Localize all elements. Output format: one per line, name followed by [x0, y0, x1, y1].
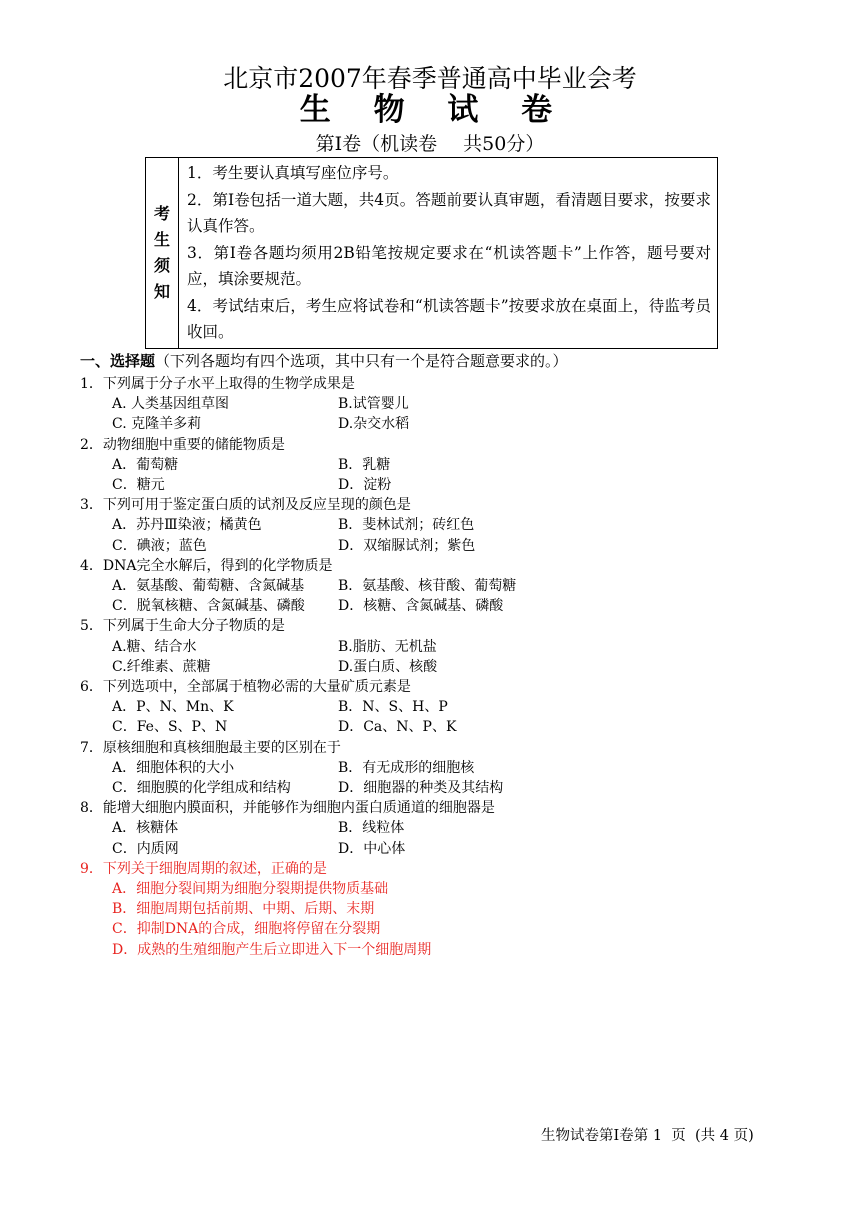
option-a: A．细胞分裂间期为细胞分裂期提供物质基础: [112, 881, 389, 898]
question-2: [80, 435, 760, 496]
option-c: C.纤维素、蔗糖: [112, 658, 211, 675]
option-c: C．脱氧核糖、含氮碱基、磷酸: [112, 598, 305, 615]
subtitle-part1: 第Ⅰ卷（机读卷: [315, 133, 438, 155]
question-stem: 5．下列属于生命大分子物质的是: [80, 618, 285, 635]
option-a: A. 人类基因组草图: [112, 396, 230, 413]
option-b: B．有无成形的细胞核: [338, 759, 475, 776]
notice-side-char: 知: [153, 281, 170, 301]
page-footer: 生物试卷第Ⅰ卷第 1 页 (共 4 页): [541, 1128, 754, 1144]
exam-title: 北京市2007年春季普通高中毕业会考: [223, 64, 637, 93]
notice-box: [145, 157, 718, 349]
option-a: A．细胞体积的大小: [112, 759, 235, 776]
question-stem: 6．下列选项中，全部属于植物必需的大量矿质元素是: [80, 679, 411, 696]
subject-title: 生 物 试 卷: [299, 92, 569, 128]
option-b: B．线粒体: [338, 820, 405, 837]
question-stem: 7．原核细胞和真核细胞最主要的区别在于: [80, 739, 341, 756]
option-d: D.蛋白质、核酸: [338, 658, 438, 675]
question-8: [80, 798, 760, 859]
question-5: [80, 616, 760, 677]
question-4: [80, 556, 760, 617]
question-section: [80, 351, 760, 960]
notice-side-char: 须: [153, 255, 170, 275]
notice-side-char: 考: [153, 203, 170, 223]
notice-side-label: [146, 158, 179, 349]
question-3: [80, 495, 760, 556]
option-c: C．Fe、S、P、N: [112, 719, 228, 736]
option-c: C．细胞膜的化学组成和结构: [112, 780, 291, 797]
option-a: A．P、N、Mn、K: [112, 699, 234, 716]
option-c: C．内质网: [112, 840, 179, 857]
option-d: D．双缩脲试剂；紫色: [338, 537, 476, 554]
option-b: B．斐林试剂；砖红色: [338, 517, 475, 534]
notice-side-char: 生: [153, 229, 170, 249]
section-heading: [80, 351, 760, 371]
notice-item: 4．考试结束后，考生应将试卷和“机读答题卡”按要求放在桌面上，待监考员收回。: [187, 296, 711, 341]
option-a: A．葡萄糖: [112, 456, 179, 473]
question-stem: 9．下列关于细胞周期的叙述，正确的是: [80, 860, 327, 877]
section-heading-label: 一、选择题: [80, 352, 156, 370]
option-a: A.糖、结合水: [112, 638, 197, 655]
option-b: B．氨基酸、核苷酸、葡萄糖: [338, 578, 517, 595]
question-stem: 3．下列可用于鉴定蛋白质的试剂及反应呈现的颜色是: [80, 497, 411, 514]
option-b: B.脂肪、无机盐: [338, 638, 437, 655]
option-b: B．细胞周期包括前期、中期、后期、末期: [112, 901, 375, 918]
subtitle-part2: 共50分）: [463, 133, 545, 155]
option-b: B.试管婴儿: [338, 396, 409, 413]
section-heading-instructions: （下列各题均有四个选项，其中只有一个是符合题意要求的。）: [155, 352, 568, 370]
question-stem: 2．动物细胞中重要的储能物质是: [80, 436, 285, 453]
question-9: [80, 859, 760, 960]
section-subtitle: [0, 132, 860, 156]
notice-item: 3．第Ⅰ卷各题均须用2B铅笔按规定要求在“机读答题卡”上作答，题号要对应，填涂要规范。: [187, 243, 711, 288]
question-7: [80, 738, 760, 799]
notice-item: 1．考生要认真填写座位序号。: [187, 164, 399, 182]
option-c: C．碘液；蓝色: [112, 537, 207, 554]
option-a: A．氨基酸、葡萄糖、含氮碱基: [112, 578, 305, 595]
question-stem: 4．DNA完全水解后，得到的化学物质是: [80, 557, 333, 574]
option-d: D．核糖、含氮碱基、磷酸: [338, 598, 504, 615]
option-a: A．核糖体: [112, 820, 179, 837]
option-d: D．细胞器的种类及其结构: [338, 780, 504, 797]
option-d: D.杂交水稻: [338, 416, 410, 433]
option-c: C. 克隆羊多莉: [112, 416, 202, 433]
option-c: C．糖元: [112, 477, 165, 494]
option-d: D．中心体: [338, 840, 406, 857]
option-d: D．淀粉: [338, 477, 392, 494]
notice-body: [179, 158, 718, 349]
option-b: B．N、S、H、P: [338, 699, 448, 716]
question-1: [80, 374, 760, 435]
notice-item: 2．第Ⅰ卷包括一道大题，共4页。答题前要认真审题，看清题目要求，按要求认真作答。: [187, 190, 711, 235]
option-d: D．成熟的生殖细胞产生后立即进入下一个细胞周期: [112, 941, 432, 958]
question-stem: 1．下列属于分子水平上取得的生物学成果是: [80, 376, 355, 392]
question-6: [80, 677, 760, 738]
question-stem: 8．能增大细胞内膜面积，并能够作为细胞内蛋白质通道的细胞器是: [80, 800, 495, 817]
option-b: B．乳糖: [338, 456, 391, 473]
option-a: A．苏丹Ⅲ染液；橘黄色: [112, 517, 262, 534]
option-d: D．Ca、N、P、K: [338, 719, 457, 736]
option-c: C．抑制DNA的合成，细胞将停留在分裂期: [112, 921, 381, 938]
